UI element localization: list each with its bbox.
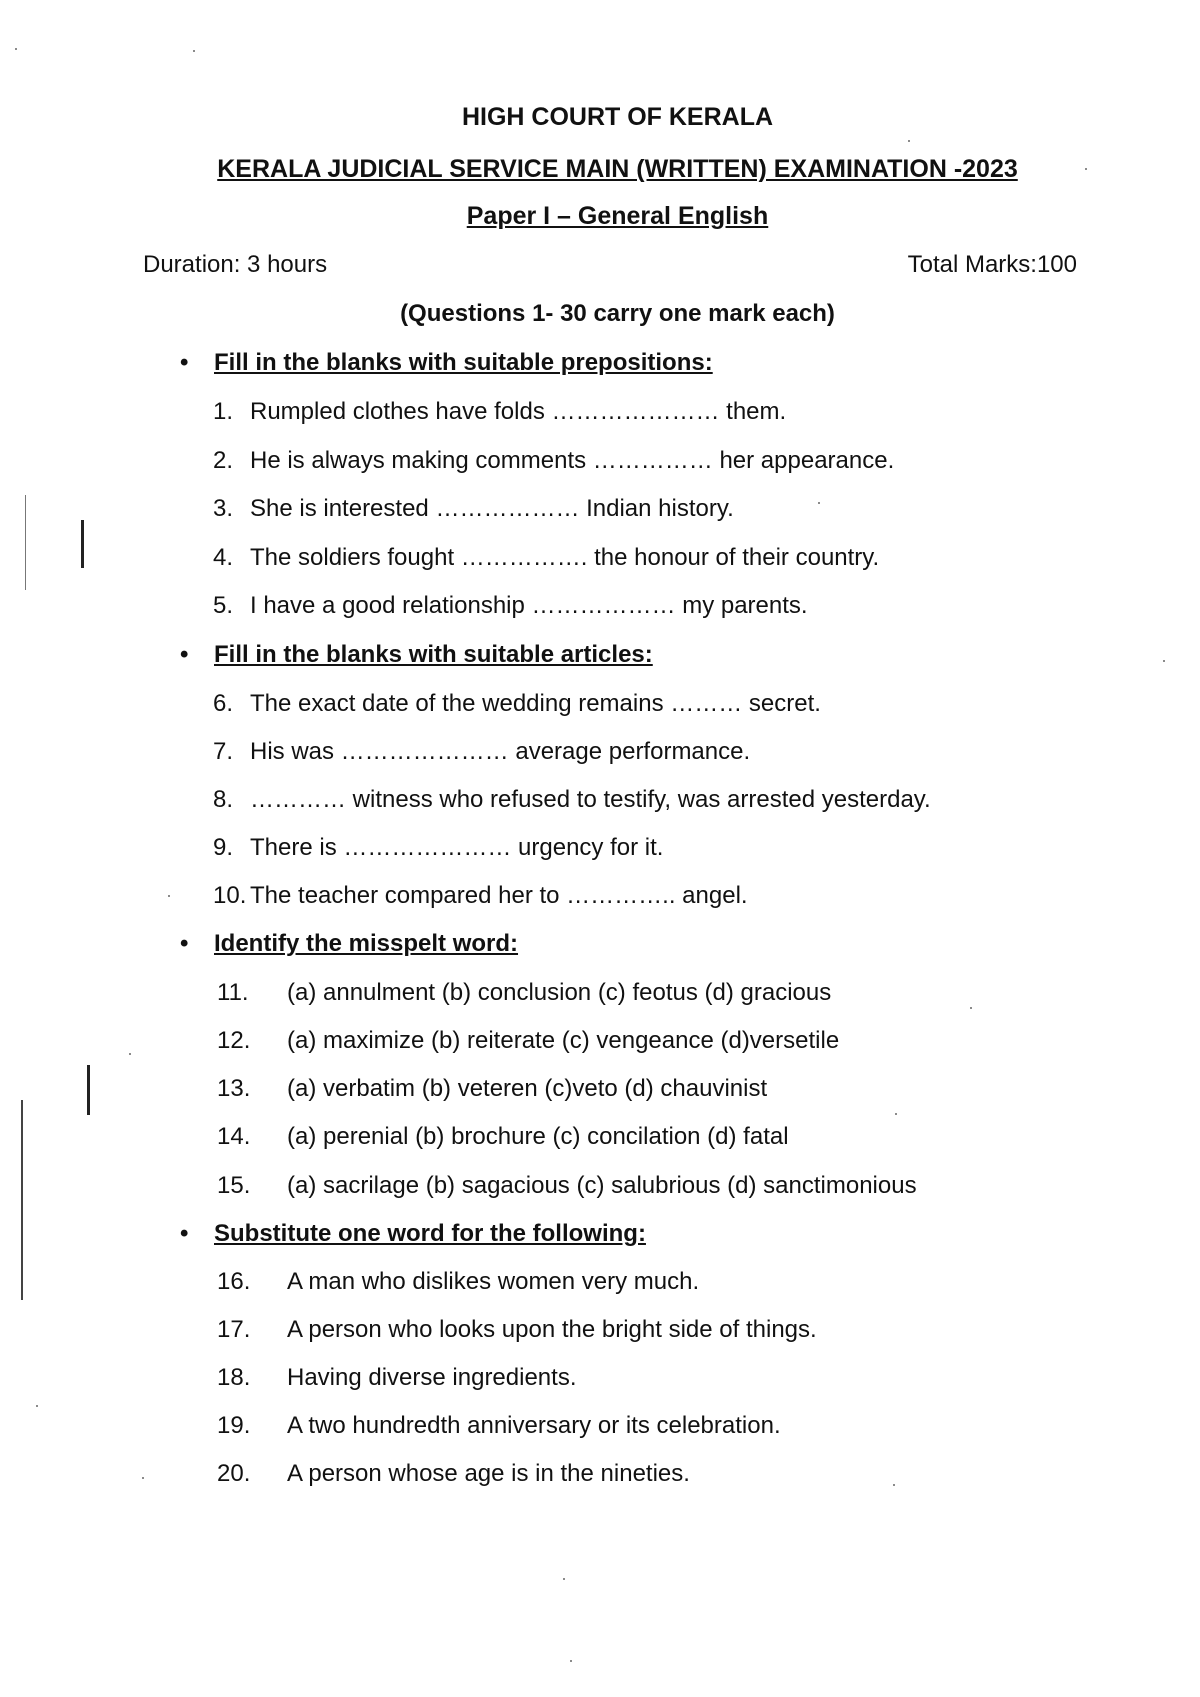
scan-speck [895, 1113, 897, 1115]
question-text: (a) verbatim (b) veteren (c)veto (d) chauvinist [287, 1075, 768, 1102]
question-text: A two hundredth anniversary or its celebration. [287, 1412, 781, 1439]
court-title: HIGH COURT OF KERALA [461, 103, 774, 131]
scan-speck [570, 1660, 572, 1662]
question-text: Rumpled clothes have folds ………………… them. [250, 398, 787, 425]
scan-speck [142, 1477, 144, 1479]
scan-speck [970, 1007, 972, 1009]
question-text: The teacher compared her to ………….. angel. [250, 882, 748, 909]
question-text: (a) sacrilage (b) sagacious (c) salubrious (d) sanctimonious [287, 1172, 917, 1199]
question-number: 3. [213, 495, 234, 522]
bullet-icon: • [180, 349, 189, 376]
question-number: 9. [213, 834, 234, 861]
question-text: (a) maximize (b) reiterate (c) vengeance (d)versetile [287, 1027, 840, 1054]
scan-speck [893, 1484, 895, 1486]
question-number: 6. [213, 690, 234, 717]
section-heading: • Identify the misspelt word: [180, 930, 519, 957]
scan-speck [36, 1405, 38, 1407]
question-number: 1. [213, 398, 234, 425]
question-text: A person who looks upon the bright side of things. [287, 1316, 817, 1343]
scan-speck [193, 50, 195, 52]
question-text: (a) perenial (b) brochure (c) concilation (d) fatal [287, 1123, 789, 1150]
question-text: There is ………………… urgency for it. [250, 834, 664, 861]
bullet-icon: • [180, 641, 189, 668]
question-text: I have a good relationship ……………… my parents. [250, 592, 808, 619]
section-heading: • Substitute one word for the following: [180, 1220, 646, 1247]
question-number: 7. [213, 738, 234, 765]
question-number: 20. [217, 1460, 251, 1487]
marks-note: (Questions 1- 30 carry one mark each) [400, 300, 835, 327]
question-text: A man who dislikes women very much. [287, 1268, 700, 1295]
question-number: 18. [217, 1364, 251, 1391]
scan-mark [21, 1100, 23, 1300]
question-text: (a) annulment (b) conclusion (c) feotus (d) gracious [287, 979, 832, 1006]
total-marks: Total Marks:100 [907, 251, 1077, 278]
paper-title: Paper I – General English [466, 202, 769, 230]
question-number: 15. [217, 1172, 251, 1199]
question-number: 14. [217, 1123, 251, 1150]
exam-title: KERALA JUDICIAL SERVICE MAIN (WRITTEN) EXAMINATION -2023 [217, 155, 1018, 183]
question-number: 13. [217, 1075, 251, 1102]
section-heading: • Fill in the blanks with suitable prepositions: [180, 349, 713, 376]
duration: Duration: 3 hours [143, 251, 328, 278]
question-number: 2. [213, 447, 234, 474]
question-number: 11. [217, 979, 249, 1006]
scan-speck [908, 140, 910, 142]
question-number: 10. [213, 882, 247, 909]
question-text: A person whose age is in the nineties. [287, 1460, 690, 1487]
bullet-icon: • [180, 930, 189, 957]
question-text: His was ………………… average performance. [250, 738, 751, 765]
scan-speck [15, 48, 17, 50]
question-number: 4. [213, 544, 234, 571]
bullet-icon: • [180, 1220, 189, 1247]
question-number: 19. [217, 1412, 251, 1439]
question-number: 8. [213, 786, 234, 813]
question-number: 12. [217, 1027, 251, 1054]
scan-speck [1085, 168, 1087, 170]
question-text: The soldiers fought ……………. the honour of their country. [250, 544, 880, 571]
section-heading: • Fill in the blanks with suitable articles: [180, 641, 653, 668]
question-text: The exact date of the wedding remains ……… secret. [250, 690, 821, 717]
question-number: 17. [217, 1316, 251, 1343]
question-number: 5. [213, 592, 234, 619]
scan-speck [1163, 660, 1165, 662]
question-text: Having diverse ingredients. [287, 1364, 577, 1391]
scan-speck [168, 895, 170, 897]
scan-speck [129, 1053, 131, 1055]
scan-speck [563, 1578, 565, 1580]
question-text: ………… witness who refused to testify, was arrested yesterday. [250, 786, 931, 813]
scan-mark [87, 1065, 90, 1115]
scan-mark [25, 495, 26, 590]
question-text: He is always making comments …………… her appearance. [250, 447, 895, 474]
question-text: She is interested ……………… Indian history. [250, 495, 734, 522]
scan-speck [818, 502, 820, 504]
scan-mark [81, 520, 84, 568]
question-number: 16. [217, 1268, 251, 1295]
